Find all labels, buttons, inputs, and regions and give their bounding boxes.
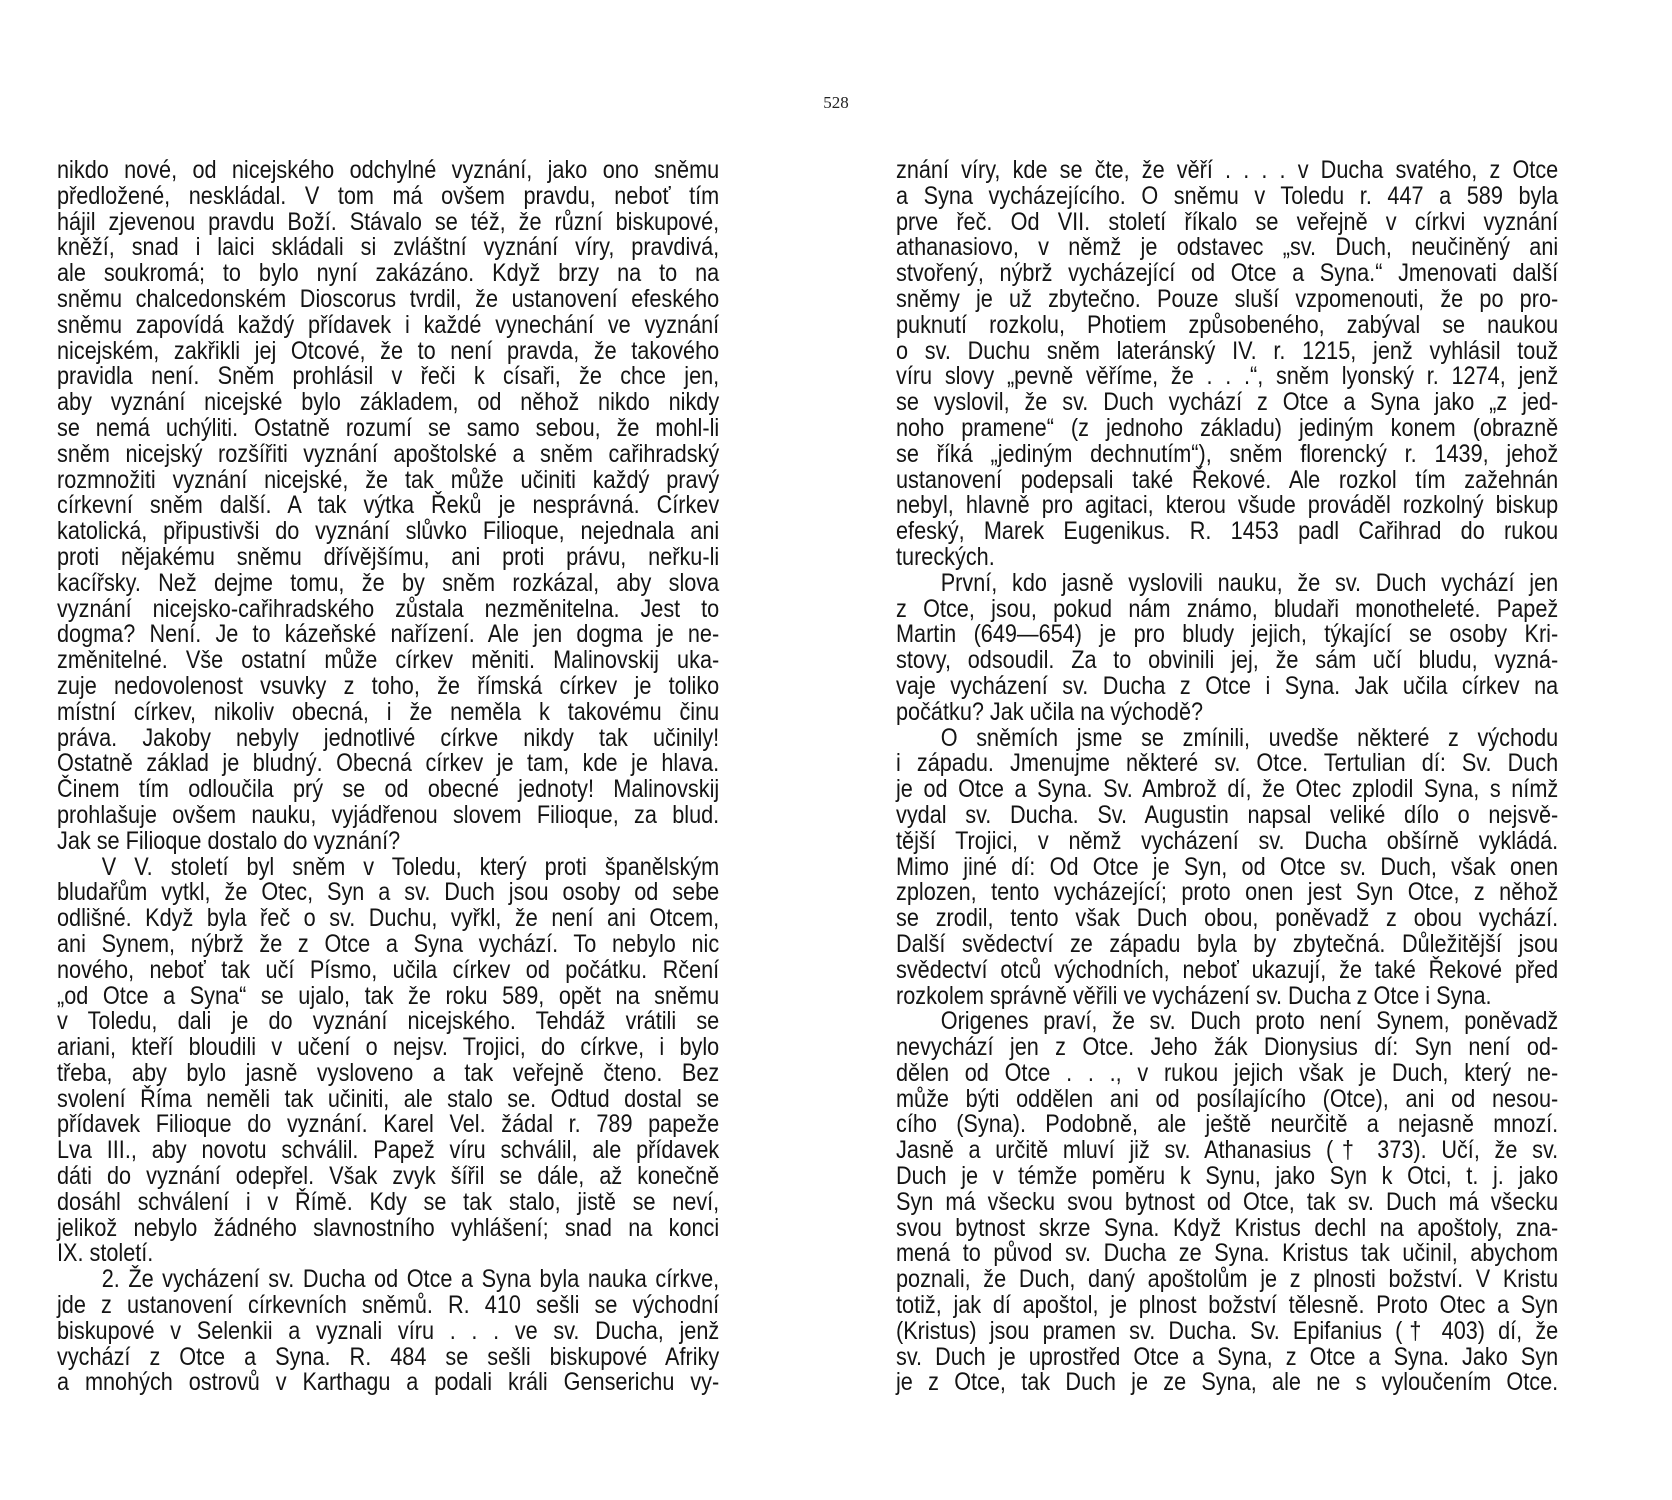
page-number: 528 xyxy=(823,93,849,112)
text-line: a mnohých ostrovů v Karthagu a podali králi Genserichu vy- xyxy=(57,1368,720,1397)
text-line: Ostatně základ je bludný. Obecná církev je tam, kde je hlava. xyxy=(57,749,720,778)
text-line: Syn má všecku svou bytnost od Otce, tak sv. Duch má všecku xyxy=(896,1187,1559,1216)
text-line: Origenes praví, že sv. Duch proto není Synem, poněvadž xyxy=(940,1007,1559,1036)
text-line: vyznání nicejsko-cařihradského zůstala nezměnitelna. Jest to xyxy=(57,594,720,623)
text-line: se říká „jediným dechnutím“), sněm florencký r. 1439, jehož xyxy=(896,439,1559,468)
text-line: Činem tím odloučila prý se od obecné jednoty! Malinovskij xyxy=(57,775,720,804)
text-line: puknutí rozkolu, Photiem způsobeného, zabýval se naukou xyxy=(896,310,1559,339)
text-line: může býti oddělen ani od posílajícího (Otce), ani od nesou- xyxy=(896,1084,1559,1113)
text-line: proti nějakému sněmu dřívějšímu, ani proti právu, neřku-li xyxy=(57,542,720,571)
text-line: cího (Syna). Podobně, ale ještě neurčitě a nejasně mnozí. xyxy=(896,1110,1559,1139)
text-line: svou bytnost skrze Syna. Když Kristus dechl na apoštoly, zna- xyxy=(896,1213,1559,1242)
text-line: aby vyznání nicejské bylo základem, od něhož nikdo nikdy xyxy=(57,388,720,417)
text-line: totiž, jak dí apoštol, je plnost božství tělesně. Proto Otec a Syn xyxy=(896,1291,1559,1320)
text-line: prve řeč. Od VII. století říkalo se veřejně v církvi vyznání xyxy=(896,207,1559,236)
text-line: dáti do vyznání odepřel. Však zvyk šířil se dále, až konečně xyxy=(57,1162,720,1191)
text-line: i západu. Jmenujme některé sv. Otce. Tertulian dí: Sv. Duch xyxy=(896,749,1559,778)
text-line: Martin (649—654) je pro bludy jejich, týkající se osoby Kri- xyxy=(896,620,1559,649)
text-line: rozkolem správně věřili ve vycházení sv. Ducha z Otce i Syna. xyxy=(896,981,1492,1010)
text-line: nového, neboť tak učí Písmo, učila církev od počátku. Rčení xyxy=(57,955,720,984)
text-line: ariani, kteří bloudili v učení o nejsv. Trojici, do církve, i bylo xyxy=(57,1033,720,1062)
text-line: Jasně a určitě mluví již sv. Athanasius († 373). Učí, že sv. xyxy=(896,1136,1559,1165)
text-line: bludařům vytkl, že Otec, Syn a sv. Duch jsou osoby od sebe xyxy=(57,878,720,907)
text-line: v Toledu, dali je do vyznání nicejského. Tehdáž vrátili se xyxy=(57,1007,720,1036)
text-line: jelikož nebylo žádného slavnostního vyhlášení; snad na konci xyxy=(57,1213,720,1242)
text-line: víru slovy „pevně věříme, že . . .“, sněm lyonský r. 1274, jenž xyxy=(896,362,1559,391)
text-line: předložené, neskládal. V tom má ovšem pravdu, neboť tím xyxy=(57,181,720,210)
text-line: O sněmích jsme se zmínili, uvedše některé z východu xyxy=(940,723,1559,752)
text-line: odlišné. Když byla řeč o sv. Duchu, vyřkl, že není ani Otcem, xyxy=(57,904,720,933)
text-line: svolení Říma neměli tak učiniti, ale stalo se. Odtud dostal se xyxy=(57,1084,720,1113)
right-text-column xyxy=(896,158,1558,1396)
text-line: sněmu zapovídá každý přídavek i každé vynechání ve vyznání xyxy=(57,310,720,339)
text-line: pravidla není. Sněm prohlásil v řeči k císaři, že chce jen, xyxy=(57,362,720,391)
text-line: nevychází jen z Otce. Jeho žák Dionysius dí: Syn není od- xyxy=(896,1033,1559,1062)
text-line: Lva III., aby novotu schválil. Papež víru schválil, ale přídavek xyxy=(57,1136,720,1165)
text-line: změnitelné. Vše ostatní může církev měniti. Malinovskij uka- xyxy=(57,646,720,675)
text-line: místní církev, nikoliv obecná, i že neměla k takovému činu xyxy=(57,697,720,726)
text-line: V V. století byl sněm v Toledu, který proti španělským xyxy=(101,852,720,881)
text-line: dogma? Není. Je to kázeňské nařízení. Ale jen dogma je ne- xyxy=(57,620,720,649)
text-line: prohlašuje ovšem nauku, vyjádřenou slovem Filioque, za blud. xyxy=(57,800,720,829)
text-line: vydal sv. Ducha. Sv. Augustin napsal veliké dílo o nejsvě- xyxy=(896,800,1559,829)
text-line: mená to původ sv. Ducha ze Syna. Kristus tak učinil, abychom xyxy=(896,1239,1559,1268)
text-line: ale soukromá; to bylo nyní zakázáno. Když brzy na to na xyxy=(57,259,720,288)
text-line: tureckých. xyxy=(896,542,995,571)
text-line: ani Synem, nýbrž že z Otce a Syna vychází. To nebylo nic xyxy=(57,929,720,958)
text-line: počátku? Jak učila na východě? xyxy=(896,697,1204,726)
text-line: zuje nedovolenost vsuvky z toho, že římská církev je toliko xyxy=(57,671,720,700)
text-line: dosáhl schválení i v Římě. Kdy se tak stalo, jistě se neví, xyxy=(57,1187,720,1216)
text-line: Další svědectví ze západu byla by zbytečná. Důležitější jsou xyxy=(896,929,1559,958)
text-line: Jak se Filioque dostalo do vyznání? xyxy=(57,826,401,855)
text-line: se vyslovil, že sv. Duch vychází z Otce a Syna jako „z jed- xyxy=(896,388,1559,417)
text-line: je z Otce, tak Duch je ze Syna, ale ne s vyloučením Otce. xyxy=(896,1368,1559,1397)
text-line: IX. století. xyxy=(57,1239,154,1268)
text-line: z Otce, jsou, pokud nám známo, bludaři monotheleté. Papež xyxy=(896,594,1559,623)
text-line: a Syna vycházejícího. O sněmu v Toledu r. 447 a 589 byla xyxy=(896,181,1559,210)
text-line: o sv. Duchu sněm lateránský IV. r. 1215, jenž vyhlásil touž xyxy=(896,336,1559,365)
text-line: dělen od Otce . . ., v rukou jejich však je Duch, který ne- xyxy=(896,1058,1559,1087)
text-line: znání víry, kde se čte, že věří . . . . v Ducha svatého, z Otce xyxy=(896,156,1559,184)
text-line: svědectví otců východních, neboť ukazují, že také Řekové před xyxy=(896,955,1559,984)
text-line: efeský, Marek Eugenikus. R. 1453 padl Cařihrad do rukou xyxy=(896,517,1559,546)
text-line: sv. Duch je uprostřed Otce a Syna, z Otce a Syna. Jako Syn xyxy=(896,1342,1559,1371)
text-line: třeba, aby bylo jasně vysloveno a tak veřejně čteno. Bez xyxy=(57,1058,720,1087)
text-line: 2. Že vycházení sv. Ducha od Otce a Syna byla nauka církve, xyxy=(101,1265,720,1294)
text-line: přídavek Filioque do vyznání. Karel Vel. žádal r. 789 papeže xyxy=(57,1110,720,1139)
text-line: nebyl, hlavně pro agitaci, kterou všude prováděl rozkolný biskup xyxy=(896,491,1559,520)
text-line: nikdo nové, od nicejského odchylné vyznání, jako ono sněmu xyxy=(57,156,720,184)
text-line: athanasiovo, v němž je odstavec „sv. Duch, neučiněný ani xyxy=(896,233,1559,262)
text-line: katolická, připustivši do vyznání slůvko Filioque, nejednala ani xyxy=(57,517,720,546)
text-line: nicejském, zakřikli jej Otcové, že to není pravda, že takového xyxy=(57,336,720,365)
text-line: práva. Jakoby nebyly jednotlivé církve nikdy tak učinily! xyxy=(57,723,720,752)
text-line: sněm nicejský rozšířiti vyznání apoštolské a sněm cařihradský xyxy=(57,439,720,468)
text-line: církevní sněm další. A tak výtka Řeků je nesprávná. Církev xyxy=(57,491,720,520)
text-line: noho pramene“ (z jednoho základu) jediným konem (obrazně xyxy=(896,413,1559,442)
text-line: se zrodil, tento však Duch obou, poněvadž z obou vychází. xyxy=(896,904,1559,933)
text-line: tější Trojici, v němž vycházení sv. Ducha obšírně vykládá. xyxy=(896,826,1559,855)
text-line: se nemá uchýliti. Ostatně rozumí se samo sebou, že mohl-li xyxy=(57,413,720,442)
text-line: vaje vycházení sv. Ducha z Otce i Syna. Jak učila církev na xyxy=(896,671,1559,700)
left-text-column xyxy=(57,158,719,1396)
text-line: poznali, že Duch, daný apoštolům je z plnosti božství. V Kristu xyxy=(896,1265,1559,1294)
text-line: biskupové v Selenkii a vyznali víru . . . ve sv. Ducha, jenž xyxy=(57,1316,720,1345)
text-line: vychází z Otce a Syna. R. 484 se sešli biskupové Afriky xyxy=(57,1342,720,1371)
text-line: sněmu chalcedonském Dioscorus tvrdil, že ustanovení efeského xyxy=(57,284,720,313)
text-line: zplozen, tento vycházející; proto onen jest Syn Otce, z něhož xyxy=(896,878,1559,907)
text-line: (Kristus) jsou pramen sv. Ducha. Sv. Epifanius († 403) dí, že xyxy=(896,1316,1559,1345)
text-line: hájil zjevenou pravdu Boží. Stávalo se též, že různí biskupové, xyxy=(57,207,720,236)
text-line: je od Otce a Syna. Sv. Ambrož dí, že Otec zplodil Syna, s nímž xyxy=(896,775,1559,804)
text-line: Mimo jiné dí: Od Otce je Syn, od Otce sv. Duch, však onen xyxy=(896,852,1559,881)
text-line: kněží, snad i laici skládali si zvláštní vyznání víry, pravdivá, xyxy=(57,233,720,262)
text-line: ustanovení podepsali také Řekové. Ale rozkol tím zažehnán xyxy=(896,465,1559,494)
text-line: jde z ustanovení církevních sněmů. R. 410 sešli se východní xyxy=(57,1291,720,1320)
text-line: rozmnožiti vyznání nicejské, že tak může učiniti každý pravý xyxy=(57,465,720,494)
text-line: Duch je v témže poměru k Synu, jako Syn k Otci, t. j. jako xyxy=(896,1162,1559,1191)
text-line: „od Otce a Syna“ se ujalo, tak že roku 589, opět na sněmu xyxy=(57,981,720,1010)
text-line: sněmy je už zbytečno. Pouze sluší vzpomenouti, že po pro- xyxy=(896,284,1559,313)
text-line: První, kdo jasně vyslovili nauku, že sv. Duch vychází jen xyxy=(940,568,1559,597)
text-line: kacířsky. Než dejme tomu, že by sněm rozkázal, aby slova xyxy=(57,568,720,597)
text-line: stvořený, nýbrž vycházející od Otce a Syna.“ Jmenovati další xyxy=(896,259,1559,288)
text-line: stovy, odsoudil. Za to obvinili jej, že sám učí bludu, vyzná- xyxy=(896,646,1559,675)
